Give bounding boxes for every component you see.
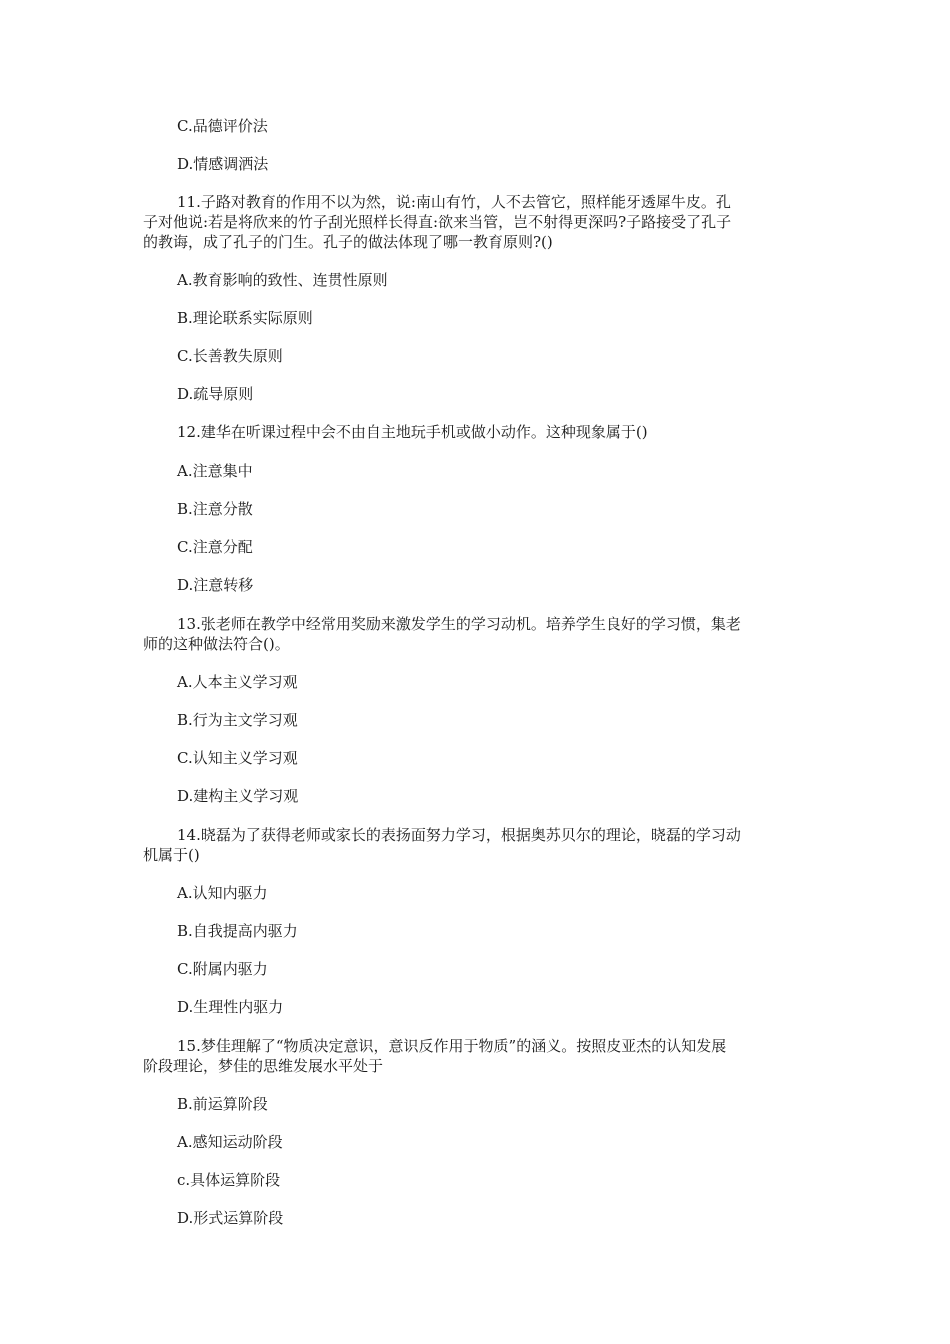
option-c-q10: C.品德评价法 bbox=[177, 117, 268, 135]
option-a-q15: A.感知运动阶段 bbox=[177, 1133, 283, 1151]
option-a-q12: A.注意集中 bbox=[177, 462, 253, 480]
question-15-line-1: 15.梦佳理解了“物质决定意识，意识反作用于物质”的涵义。按照皮亚杰的认知发展 bbox=[177, 1037, 727, 1055]
question-15-line-2: 阶段理论，梦佳的思维发展水平处于 bbox=[143, 1057, 384, 1075]
option-a-q14: A.认知内驱力 bbox=[177, 884, 268, 902]
option-c-q14: C.附属内驱力 bbox=[177, 960, 268, 978]
question-13-line-2: 师的这种做法符合()。 bbox=[143, 635, 290, 653]
question-11-line-3: 的教诲，成了孔子的门生。孔子的做法体现了哪一教育原则?() bbox=[143, 233, 553, 251]
option-b-q14: B.自我提高内驱力 bbox=[177, 922, 298, 940]
question-11-line-1: 11.子路对教育的作用不以为然，说:南山有竹，人不去管它，照样能牙透犀牛皮。孔 bbox=[177, 193, 731, 211]
question-11-line-2: 子对他说:若是将欣来的竹子刮光照样长得直:欲来当管，岂不射得更深吗?子路接受了孔子 bbox=[143, 213, 732, 231]
option-a-q11: A.教育影响的致性、连贯性原则 bbox=[177, 271, 388, 289]
option-d-q12: D.注意转移 bbox=[177, 576, 254, 594]
option-d-q14: D.生理性内驱力 bbox=[177, 998, 284, 1016]
option-d-q15: D.形式运算阶段 bbox=[177, 1209, 284, 1227]
option-c-q12: C.注意分配 bbox=[177, 538, 253, 556]
option-b-q13: B.行为主文学习观 bbox=[177, 711, 298, 729]
option-d-q13: D.建构主义学习观 bbox=[177, 787, 299, 805]
option-b-q15: B.前运算阶段 bbox=[177, 1095, 268, 1113]
option-d-q11: D.疏导原则 bbox=[177, 385, 254, 403]
option-c-q13: C.认知主义学习观 bbox=[177, 749, 298, 767]
question-13-line-1: 13.张老师在教学中经常用奖励来激发学生的学习动机。培养学生良好的学习惯，集老 bbox=[177, 615, 741, 633]
option-b-q11: B.理论联系实际原则 bbox=[177, 309, 313, 327]
option-a-q13: A.人本主义学习观 bbox=[177, 673, 298, 691]
option-b-q12: B.注意分散 bbox=[177, 500, 253, 518]
question-12: 12.建华在听课过程中会不由自主地玩手机或做小动作。这种现象属于() bbox=[177, 423, 648, 441]
question-14-line-2: 机属于() bbox=[143, 846, 200, 864]
option-c-q11: C.长善教失原则 bbox=[177, 347, 283, 365]
option-c-q15: c.具体运算阶段 bbox=[177, 1171, 281, 1189]
option-d-q10: D.情感调洒法 bbox=[177, 155, 269, 173]
question-14-line-1: 14.晓磊为了获得老师或家长的表扬面努力学习，根据奥苏贝尔的理论，晓磊的学习动 bbox=[177, 826, 741, 844]
